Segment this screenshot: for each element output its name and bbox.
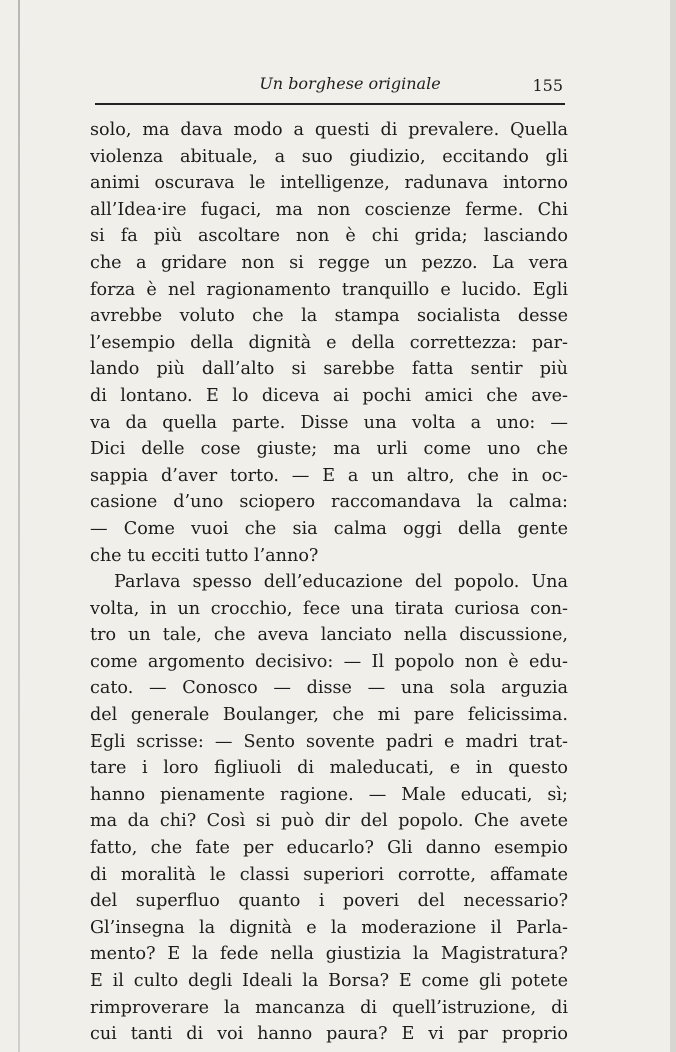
text-line-paragraph-end: che tu ecciti tutto l’anno?: [90, 545, 319, 566]
page-binding-edge: [18, 0, 20, 1052]
running-title: Un borghese originale: [259, 74, 441, 93]
text-line: del superfluo quanto i poveri del necessario?: [90, 891, 568, 912]
text-line: va da quella parte. Disse una volta a uno: —: [90, 412, 568, 433]
text-line: hanno pienamente ragione. — Male educati, sì;: [90, 784, 568, 805]
text-line: mento? E la fede nella giustizia la Magistratura?: [90, 944, 568, 965]
text-line: sappia d’aver torto. — E a un altro, che in oc-: [90, 465, 568, 486]
text-line: — Come vuoi che sia calma oggi della gente: [90, 518, 568, 539]
text-line: casione d’uno sciopero raccomandava la calma:: [90, 492, 568, 513]
text-line: cui tanti di voi hanno paura? E vi par proprio: [90, 1024, 568, 1045]
text-line: del generale Boulanger, che mi pare felicissima.: [90, 705, 568, 726]
text-line: di lontano. E lo diceva ai pochi amici che ave-: [90, 385, 568, 406]
text-line: E il culto degli Ideali la Borsa? E come gli potete: [90, 971, 568, 991]
page-number: 155: [532, 76, 563, 95]
text-line: si fa più ascoltare non è chi grida; lasciando: [90, 226, 568, 247]
header-rule: [95, 103, 565, 105]
text-line: all’Idea·ire fugaci, ma non coscienze ferme. Chi: [90, 199, 568, 220]
text-line: fatto, che fate per educarlo? Gli danno esempio: [90, 838, 568, 859]
text-line: volta, in un crocchio, fece una tirata curiosa con-: [90, 598, 568, 619]
page-right-edge: [670, 0, 676, 1052]
text-line: l’esempio della dignità e della correttezza: par-: [90, 332, 568, 353]
text-line: Gl’insegna la dignità e la moderazione il Parla-: [90, 917, 568, 938]
text-line: tro un tale, che aveva lanciato nella discussione,: [90, 625, 568, 646]
text-line: di moralità le classi superiori corrotte, affamate: [90, 864, 568, 885]
text-line: tare i loro figliuoli di maleducati, e in questo: [90, 758, 568, 779]
text-line-paragraph-start: Parlava spesso dell’educazione del popolo. Una: [114, 572, 568, 593]
text-line: che a gridare non si regge un pezzo. La vera: [90, 252, 568, 273]
text-line: come argomento decisivo: — Il popolo non è edu-: [90, 651, 568, 672]
body-text: [90, 117, 568, 1048]
text-line: violenza abituale, a suo giudizio, eccitando gli: [90, 146, 568, 167]
page-header: [95, 74, 565, 98]
text-line: rimproverare la mancanza di quell’istruzione, di: [90, 997, 568, 1018]
text-line: Egli scrisse: — Sento sovente padri e madri trat-: [90, 731, 568, 752]
text-line: cato. — Conosco — disse — una sola arguzia: [90, 678, 568, 699]
text-line: lando più dall’alto si sarebbe fatta sentir più: [90, 359, 568, 380]
text-line: Dici delle cose giuste; ma urli come uno che: [90, 439, 568, 460]
text-line: forza è nel ragionamento tranquillo e lucido. Egli: [90, 279, 568, 300]
text-line: animi oscurava le intelligenze, radunava intorno: [90, 173, 568, 194]
text-line: ma da chi? Così si può dir del popolo. Che avete: [90, 811, 568, 832]
text-line: avrebbe voluto che la stampa socialista desse: [90, 306, 568, 327]
text-line: solo, ma dava modo a questi di prevalere. Quella: [90, 120, 568, 140]
